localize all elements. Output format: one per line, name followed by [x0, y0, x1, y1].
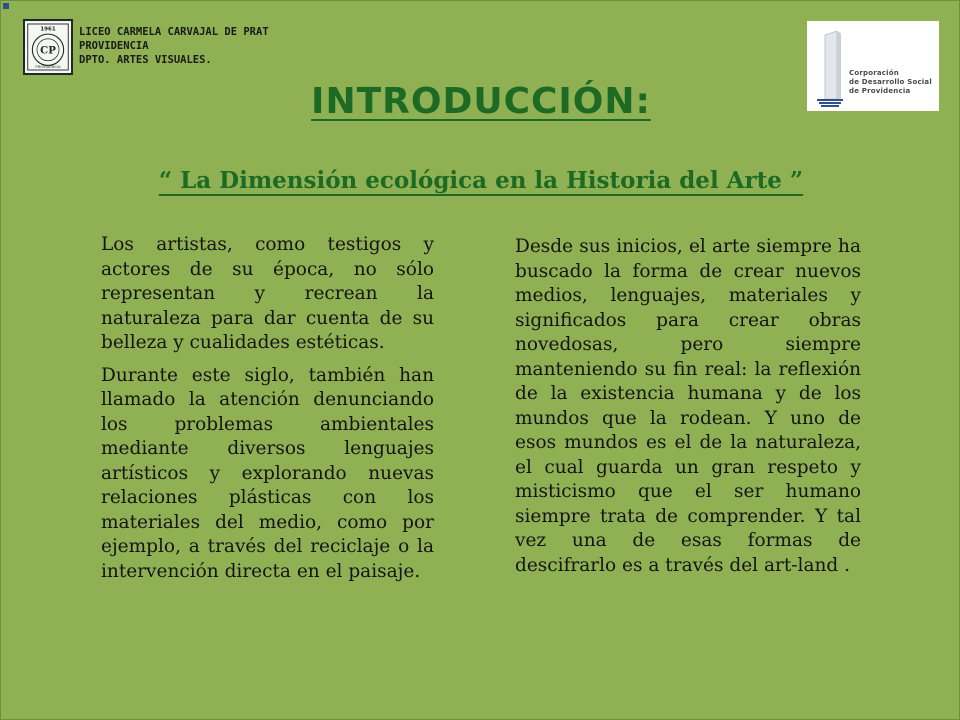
school-name: LICEO CARMELA CARVAJAL DE PRAT	[79, 26, 269, 38]
corner-marker	[3, 3, 9, 9]
slide-title-text: INTRODUCCIÓN:	[311, 81, 651, 122]
school-crest-icon	[25, 21, 71, 73]
left-paragraph-1: Los artistas, como testigos y actores de su época, no sólo representan y recrean la naturaleza para dar cuenta de su belleza y cualidades estéticas.	[101, 234, 434, 353]
school-city: PROVIDENCIA	[79, 40, 149, 52]
corporation-line-3: de Providencia	[849, 87, 911, 95]
crest-letters: CP	[40, 44, 56, 57]
crest-year: 1961	[40, 26, 56, 33]
slide-subtitle-text: “ La Dimensión ecológica en la Historia del Arte ”	[158, 167, 804, 194]
left-paragraph-2: Durante este siglo, también han llamado la atención denunciando los problemas ambientales mediante diversos lenguajes artísticos y explorando nuevas relaciones plásticas con los materiales del medio, como por ejemplo, a través del reciclaje o la intervención directa en el paisaje.	[101, 364, 434, 582]
crest-ring-text: PROVIDENCIA	[35, 65, 61, 70]
school-department: DPTO. ARTES VISUALES.	[79, 54, 212, 66]
corporation-line-2: de Desarrollo Social	[849, 78, 932, 86]
school-crest-logo	[23, 19, 73, 75]
right-text-column	[515, 235, 861, 578]
school-header	[79, 25, 269, 67]
corporation-line-1: Corporación	[849, 69, 899, 77]
right-paragraph-1: Desde sus inicios, el arte siempre ha buscado la forma de crear nuevos medios, lenguajes, materiales y significados para crear obras novedosas, pero siempre manteniendo su fin real: la reflexión de la existencia humana y de los mundos que la rodean. Y uno de esos mundos es el de la naturaleza, el cual guarda un gran respeto y misticismo que el ser humano siempre trata de comprender. Y tal vez una de esas formas de descifrarlo es a través del art-land .	[515, 236, 861, 576]
slide-subtitle	[1, 167, 960, 194]
slide-title	[1, 81, 960, 122]
left-text-column	[101, 233, 434, 584]
